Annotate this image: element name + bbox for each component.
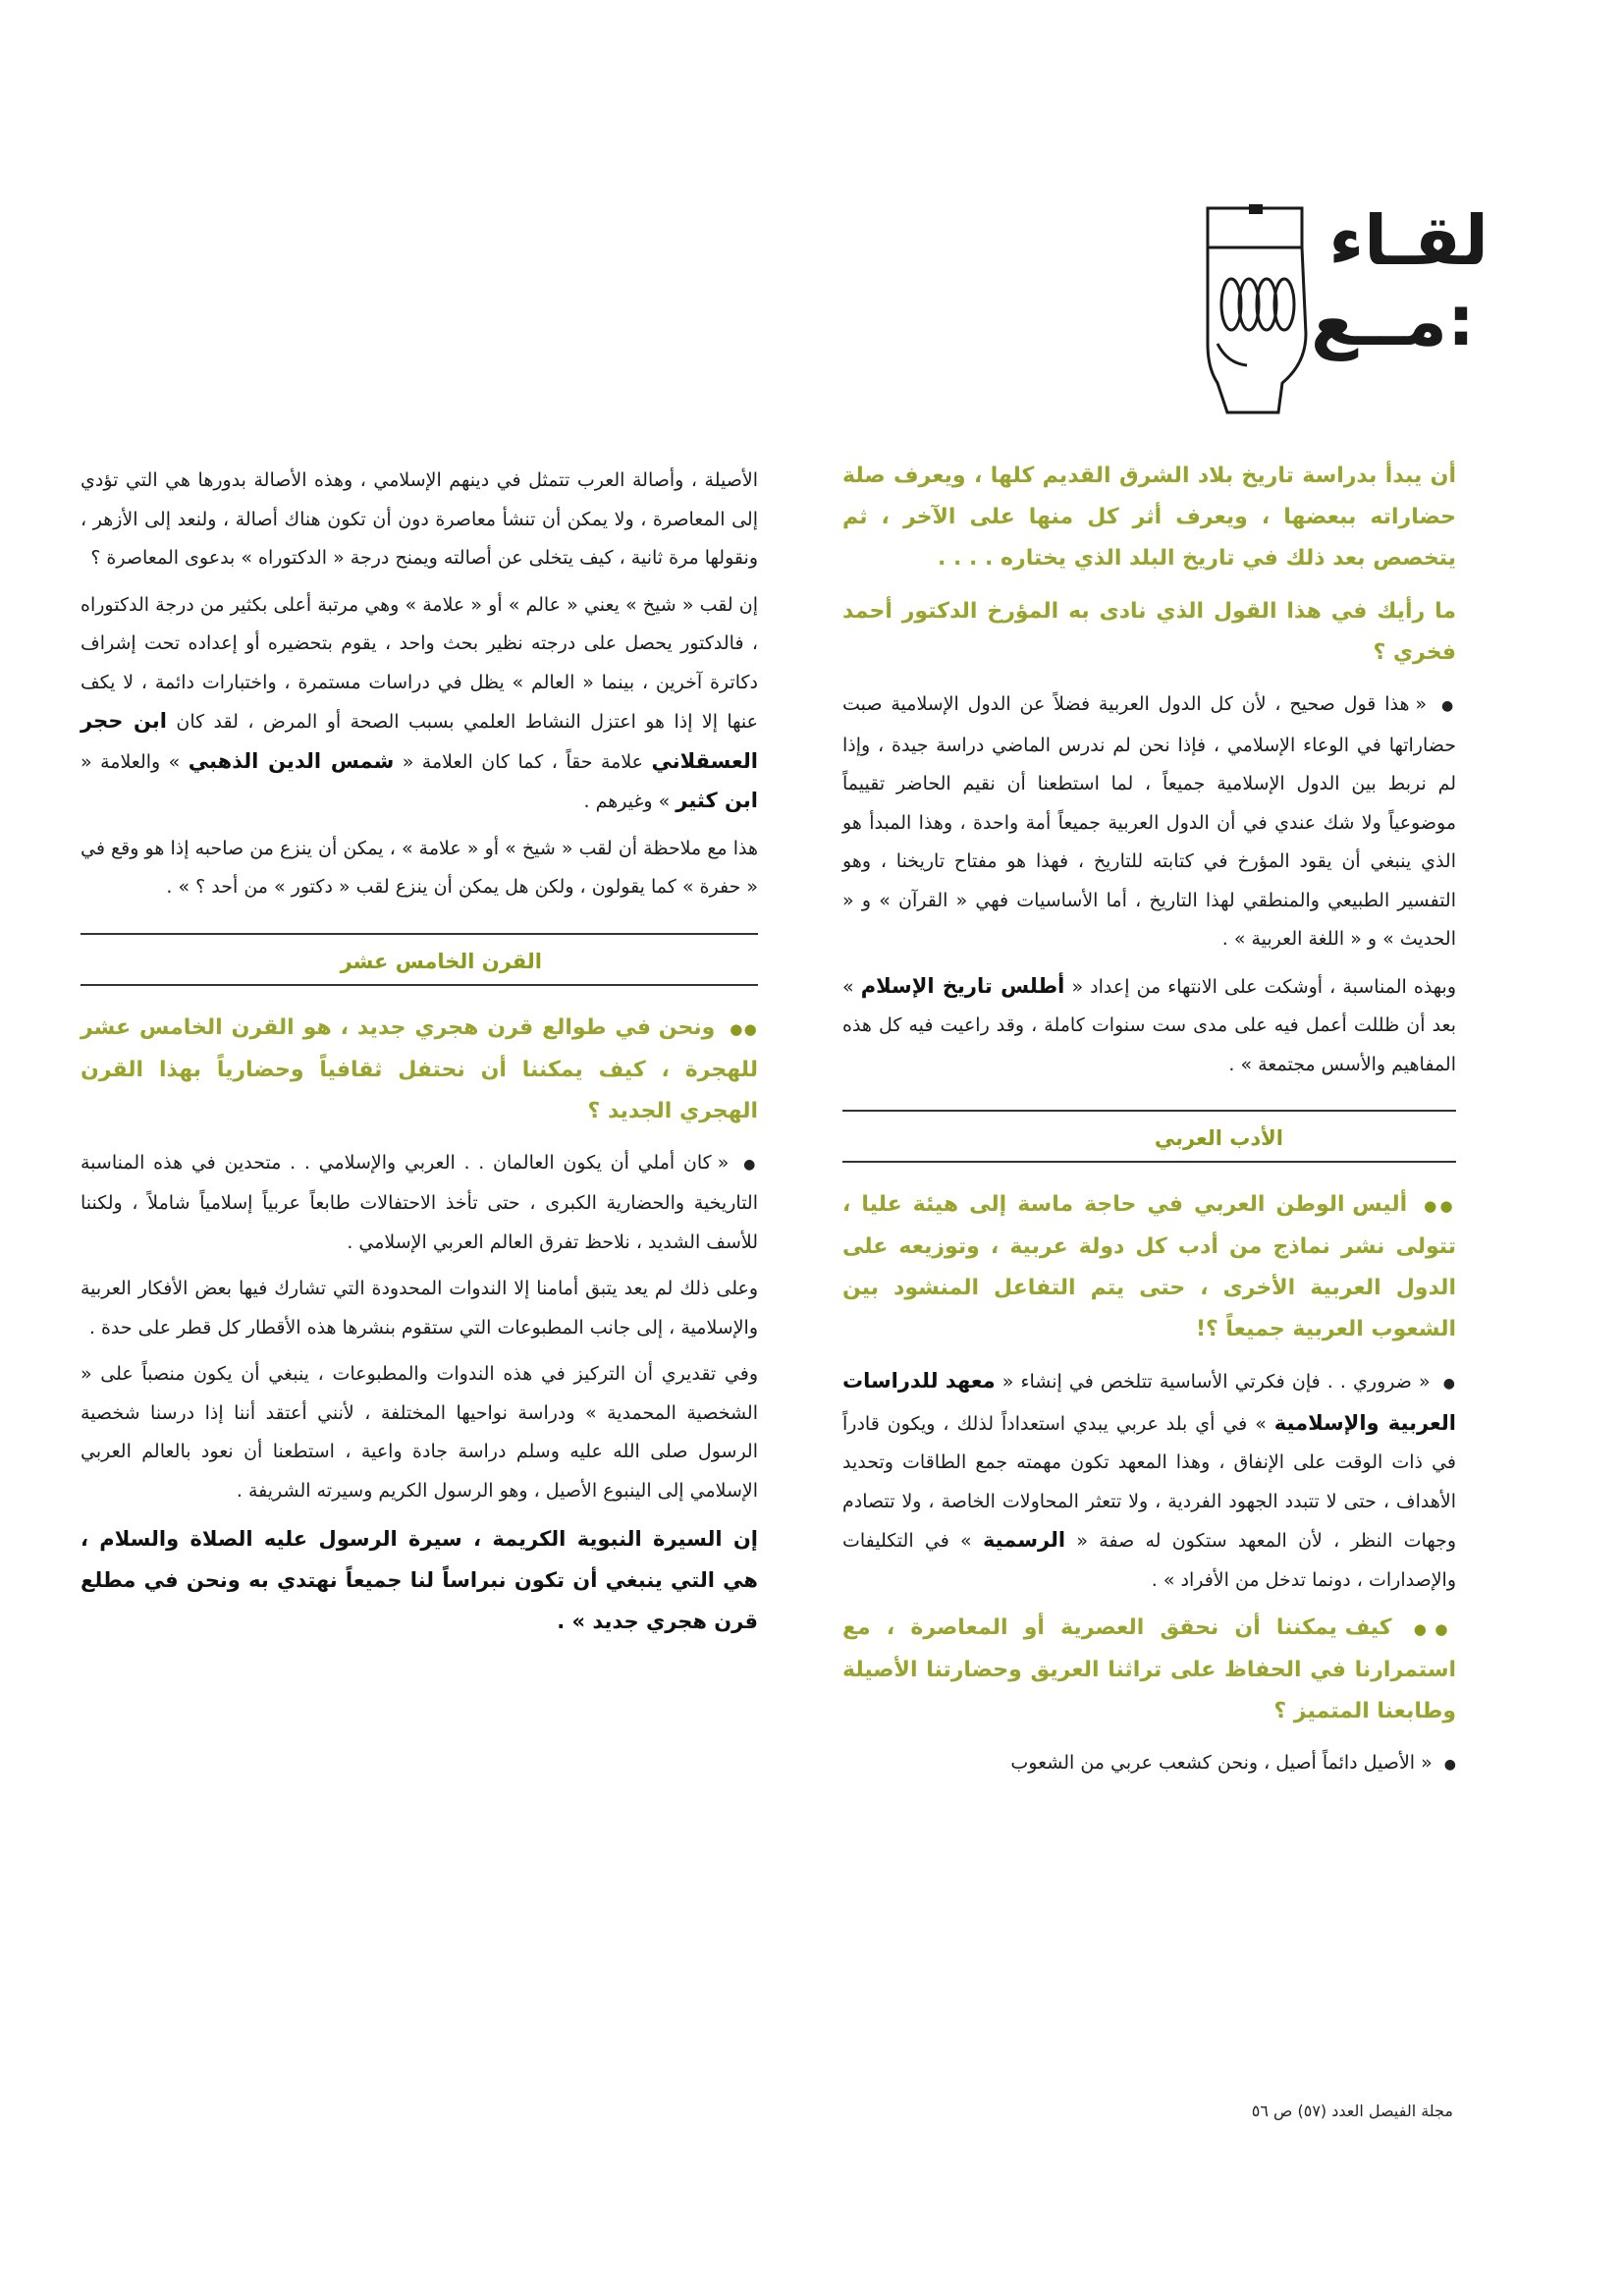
question-1 bbox=[842, 456, 1456, 579]
paragraph-6 bbox=[81, 1355, 758, 1510]
paragraph-5-text: وعلى ذلك لم يعد يتبق أمامنا إلا الندوات المحدودة التي تشارك فيها بعض الأفكار العربية والإسلامية ، إلى جانب المطبوعات التي ستقوم بنشرها هذه الأقطار كل قطر على حدة . bbox=[81, 1278, 758, 1339]
paragraph-2-mid: علامة حقاً ، كما كان العلامة « bbox=[402, 750, 643, 773]
answer-3-end: » في التكليفات والإصدارات ، دونما تدخل من الأفراد » . bbox=[842, 1530, 1456, 1591]
answer-4-text: « الأصيل دائماً أصيل ، ونحن كشعب عربي من الشعوب bbox=[1010, 1752, 1433, 1774]
paragraph-2-mid-2: » والعلامة « bbox=[81, 750, 181, 773]
paragraph-2-start: إن لقب « شيخ » يعني « عالم » أو « علامة » وهي مرتبة أعلى بكثير من درجة الدكتوراه ، فالدكتور يحصل على درجته نظير بحث واحد ، يقوم بتحضيره أو إعداده تحت إشراف دكاترة آخرين ، بينما « العالم » يظل في دراسات مستمرة ، واختبارات دائمة ، لا يكف عنها إلا إذا هو اعتزل النشاط العلمي بسبب الصحة أو المرض ، لقد كان bbox=[81, 593, 758, 733]
paragraph-3-text: هذا مع ملاحظة أن لقب « شيخ » أو « علامة » ، يمكن أن ينزع من صاحبه إذا هو وقع في « حفرة » كما يقولون ، ولكن هل يمكن أن ينزع لقب « دكتور » من أحد ؟ » . bbox=[81, 837, 758, 898]
paragraph-2-bold-1: ابن حجر العسقلاني bbox=[81, 709, 758, 773]
answer-2-bold: أطلس تاريخ الإسلام bbox=[860, 973, 1065, 998]
question-3-text: كيف يمكننا أن نحقق العصرية أو المعاصرة ، مع استمرارنا في الحفاظ على تراثنا العريق وحضارتنا الأصيلة وطابعنا المتميز ؟ bbox=[842, 1615, 1456, 1723]
answer-3-bold-2: الرسمية bbox=[982, 1528, 1066, 1552]
logo-line-1: لقـاء bbox=[1328, 200, 1488, 281]
answer-2-end: » بعد أن ظللت أعمل فيه على مدى ست سنوات كاملة ، وقد راعيت فيه كل هذه المفاهيم والأسس مجتمعة » . bbox=[842, 975, 1456, 1075]
logo-line-2: مــع: bbox=[1310, 281, 1475, 361]
paragraph-5 bbox=[81, 1270, 758, 1347]
question-1-text: أن يبدأ بدراسة تاريخ بلاد الشرق القديم كلها ، ويعرف صلة حضاراته ببعضها ، ويعرف أثر كل منها على الآخر ، ثم يتخصص بعد ذلك في تاريخ البلد الذي يختاره . . . . bbox=[842, 464, 1456, 571]
section-header-arabic-literature bbox=[842, 1110, 1456, 1163]
paragraph-2-bold-3: ابن كثير bbox=[676, 789, 758, 812]
double-bullet-icon: ●● bbox=[730, 1019, 758, 1038]
question-3 bbox=[842, 1608, 1456, 1732]
double-bullet-icon: ●● bbox=[1413, 1620, 1456, 1638]
paragraph-6-text: وفي تقديري أن التركيز في هذه الندوات والمطبوعات ، ينبغي أن يكون منصباً على « الشخصية المحمدية » ودراسة نواحيها المختلفة ، لأنني أعتقد أننا إذا درسنا شخصية الرسول صلى الله عليه وسلم دراسة جادة واعية ، استطعنا أن نعود بالعالم العربي الإسلامي إلى الينبوع الأصيل ، وهو الرسول الكريم وسيرته الشريفة . bbox=[81, 1363, 758, 1502]
paragraph-2-bold-2: شمس الدين الذهبي bbox=[188, 748, 395, 773]
paragraph-1 bbox=[81, 462, 758, 578]
answer-1 bbox=[842, 685, 1456, 959]
section-title: الأدب العربي bbox=[1154, 1126, 1283, 1150]
bullet-icon: ● bbox=[1440, 698, 1456, 714]
bullet-icon: ● bbox=[1443, 1757, 1456, 1773]
paragraph-2 bbox=[81, 586, 758, 822]
question-4-text: ونحن في طوالع قرن هجري جديد ، هو القرن الخامس عشر للهجرة ، كيف يمكننا أن نحتفل ثقافياً وحضارياً بهذا القرن الهجري الجديد ؟ bbox=[81, 1014, 758, 1123]
answer-2 bbox=[842, 967, 1456, 1085]
paragraph-4 bbox=[81, 1144, 758, 1263]
answer-3-bold: معهد للدراسات العربية والإسلامية bbox=[842, 1369, 1456, 1435]
paragraph-3 bbox=[81, 830, 758, 907]
answer-3-mid: » في أي بلد عربي يبدي استعداداً لذلك ، ويكون قادراً في ذات الوقت على الإنفاق ، وهذا المعهد تكون مهمته جمع الطاقات وتحديد الأهداف ، حتى لا تتبدد الجهود الفردية ، ولا تتعثر المحاولات الخاصة ، ولا تتصادم وجهات النظر ، لأن المعهد ستكون له صفة « bbox=[842, 1412, 1456, 1552]
section-title: القرن الخامس عشر bbox=[340, 949, 542, 973]
paragraph-4-text: « كان أملي أن يكون العالمان . . العربي والإسلامي . . متحدين في هذه المناسبة التاريخية والحضارية الكبرى ، حتى تأخذ الاحتفالات طابعاً عربياً إسلامياً شاملاً ، ولكننا للأسف الشديد ، نلاحظ تفرق العالم العربي الإسلامي . bbox=[81, 1151, 758, 1253]
question-4 bbox=[81, 1008, 758, 1132]
question-1b-text: ما رأيك في هذا القول الذي نادى به المؤرخ الدكتور أحمد فخري ؟ bbox=[842, 599, 1456, 665]
left-column bbox=[81, 462, 758, 1650]
paragraph-7-text: إن السيرة النبوية الكريمة ، سيرة الرسول عليه الصلاة والسلام ، هي التي ينبغي أن تكون نبراساً لنا جميعاً نهتدي به ونحن في مطلع قرن هجري جديد » . bbox=[81, 1527, 758, 1633]
paragraph-7 bbox=[81, 1518, 758, 1642]
right-column bbox=[842, 452, 1456, 1793]
question-2 bbox=[842, 1184, 1456, 1350]
page-footer: مجلة الفيصل العدد (٥٧) ص ٥٦ bbox=[1251, 2102, 1453, 2120]
answer-3-start: « ضروري . . فإن فكرتي الأساسية تتلخص في إنشاء « bbox=[1001, 1371, 1431, 1393]
bullet-icon: ● bbox=[743, 1156, 758, 1173]
bullet-icon: ● bbox=[1442, 1376, 1457, 1392]
answer-4 bbox=[842, 1744, 1456, 1785]
paragraph-1-text: الأصيلة ، وأصالة العرب تتمثل في دينهم الإسلامي ، وهذه الأصالة بدورها هي التي تؤدي إلى المعاصرة ، ولا يمكن أن تنشأ معاصرة دون أن تكون هناك أصالة ، ولنعد إلى الأزهر ، ونقولها مرة ثانية ، كيف يتخلى عن أصالته ويمنح درجة « الدكتوراه » بدعوى المعاصرة ؟ bbox=[81, 469, 758, 569]
interview-logo bbox=[1188, 196, 1502, 422]
section-header-fifteenth-century bbox=[81, 933, 758, 986]
question-2-text: أليس الوطن العربي في حاجة ماسة إلى هيئة عليا ، تتولى نشر نماذج من أدب كل دولة عربية ، وتوزيعه على الدول العربية الأخرى ، حتى يتم التفاعل المنشود بين الشعوب العربية جميعاً ؟! bbox=[842, 1192, 1456, 1341]
question-1b bbox=[842, 591, 1456, 674]
answer-2-start: وبهذه المناسبة ، أوشكت على الانتهاء من إعداد « bbox=[1071, 975, 1457, 998]
answer-3 bbox=[842, 1362, 1456, 1600]
paragraph-2-end: » وغيرهم . bbox=[583, 791, 671, 812]
answer-1-text: « هذا قول صحيح ، لأن كل الدول العربية فضلاً عن الدول الإسلامية صبت حضاراتها في الوعاء الإسلامي ، فإذا نحن لم ندرس الماضي دراسة جيدة ، وإذا لم نربط بين الدول الإسلامية جميعاً ، لما استطعنا أن نقيم الحاضر تقييماً موضوعياً ولا شك عندي في أن الدول العربية جميعاً أمة واحدة ، وهذا المبدأ هو الذي ينبغي أن يقود المؤرخ في كتابته للتاريخ ، فهذا هو مفتاح تاريخنا ، وهو التفسير الطبيعي والمنطقي لهذا التاريخ ، أما الأساسيات فهي « القرآن » و « الحديث » و « اللغة العربية » . bbox=[842, 693, 1456, 950]
double-bullet-icon: ●● bbox=[1424, 1197, 1456, 1215]
